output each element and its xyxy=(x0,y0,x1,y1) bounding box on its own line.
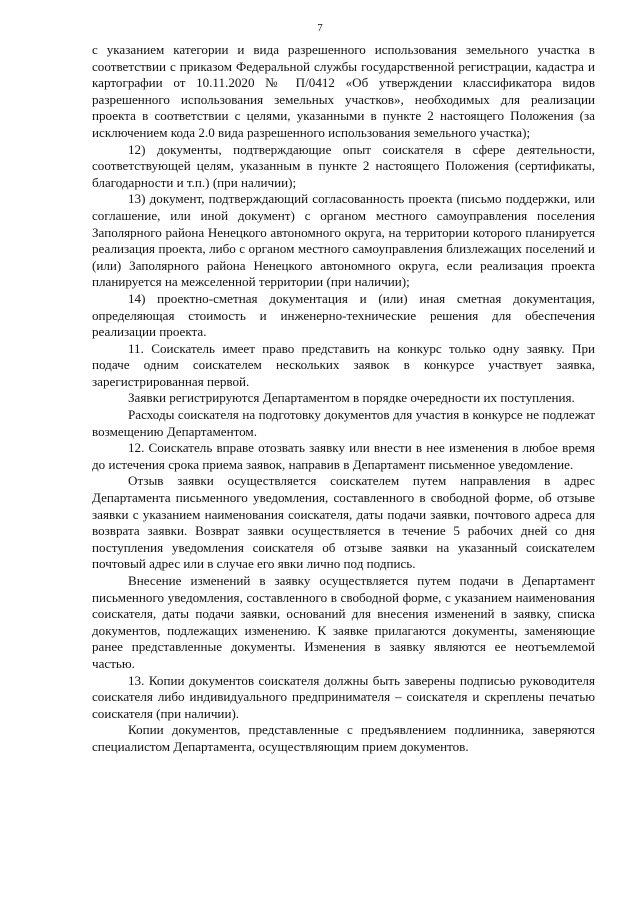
paragraph-continuation: с указанием категории и вида разрешенного использования земельного участка в соответствии с приказом Федеральной службы государственной регистрации, кадастра и картографии от 10.11.2020 № П/0412 «Об утверждении классификатора видов разрешенного использования земельных участков», необходимых для реализации проекта в соответствии с целями, указанными в пункте 2 настоящего Положения (за исключением кода 2.0 вида разрешенного использования земельного участка); xyxy=(92,42,595,140)
paragraph-registration: Заявки регистрируются Департаментом в порядке очередности их поступления. xyxy=(128,390,575,406)
paragraph-item-12: 12) документы, подтверждающие опыт соискателя в сфере деятельности, соответствующей целям, указанным в пункте 2 настоящего Положения (сертификаты, благодарности и т.п.) (при наличии); xyxy=(92,141,595,190)
paragraph-clause-13: 13. Копии документов соискателя должны быть заверены подписью руководителя соискателя либо индивидуального предпринимателя – соискателя и скреплены печатью соискателя (при наличии). xyxy=(92,672,595,721)
paragraph-clause-11: 11. Соискатель имеет право представить на конкурс только одну заявку. При подаче одним соискателем нескольких заявок в конкурсе участвует заявка, зарегистрированная первой. xyxy=(92,340,595,389)
document-body xyxy=(92,42,595,756)
paragraph-item-14: 14) проектно-сметная документация и (или) иная сметная документация, определяющая стоимость и инженерно-технические решения для обеспечения реализации проекта. xyxy=(92,290,595,340)
page-number: 7 xyxy=(317,22,323,34)
paragraph-copies: Копии документов, представленные с предъявлением подлинника, заверяются специалистом Департамента, осуществляющим прием документов. xyxy=(92,722,595,754)
paragraph-withdrawal: Отзыв заявки осуществляется соискателем путем направления в адрес Департамента письменного уведомления, составленного в свободной форме, об отзыве заявки с указанием наименования соискателя, даты подачи заявки, почтового адреса для возврата заявки. Возврат заявки осуществляется в течение 5 рабочих дней со дня поступления уведомления соискателя об отзыве заявки на указанный соискателем почтовый адрес или в случае его явки лично под подпись. xyxy=(92,473,595,572)
paragraph-amendments: Внесение изменений в заявку осуществляется путем подачи в Департамент письменного уведомления, составленного в свободной форме, с указанием наименования соискателя, даты подачи заявки, оснований для внесения изменений в заявку, списка документов, подлежащих изменению. К заявке прилагаются документы, заменяющие ранее представленные документы. Изменения в заявку являются ее неотъемлемой частью. xyxy=(92,573,595,671)
paragraph-clause-12: 12. Соискатель вправе отозвать заявку или внести в нее изменения в любое время до истечения срока приема заявок, направив в Департамент письменное уведомление. xyxy=(92,440,595,472)
paragraph-expenses: Расходы соискателя на подготовку документов для участия в конкурсе не подлежат возмещению Департаментом. xyxy=(92,407,595,439)
paragraph-item-13: 13) документ, подтверждающий согласованность проекта (письмо поддержки, или соглашение, или иной документ) с органом местного самоуправления поселения Заполярного района Ненецкого автономного округа, на территории которого планируется реализация проекта, либо с органом местного самоуправления близлежащих поселений и (или) Заполярного района Ненецкого автономного округа, если реализация проекта планируется на межселенной территории (при наличии); xyxy=(92,191,595,290)
